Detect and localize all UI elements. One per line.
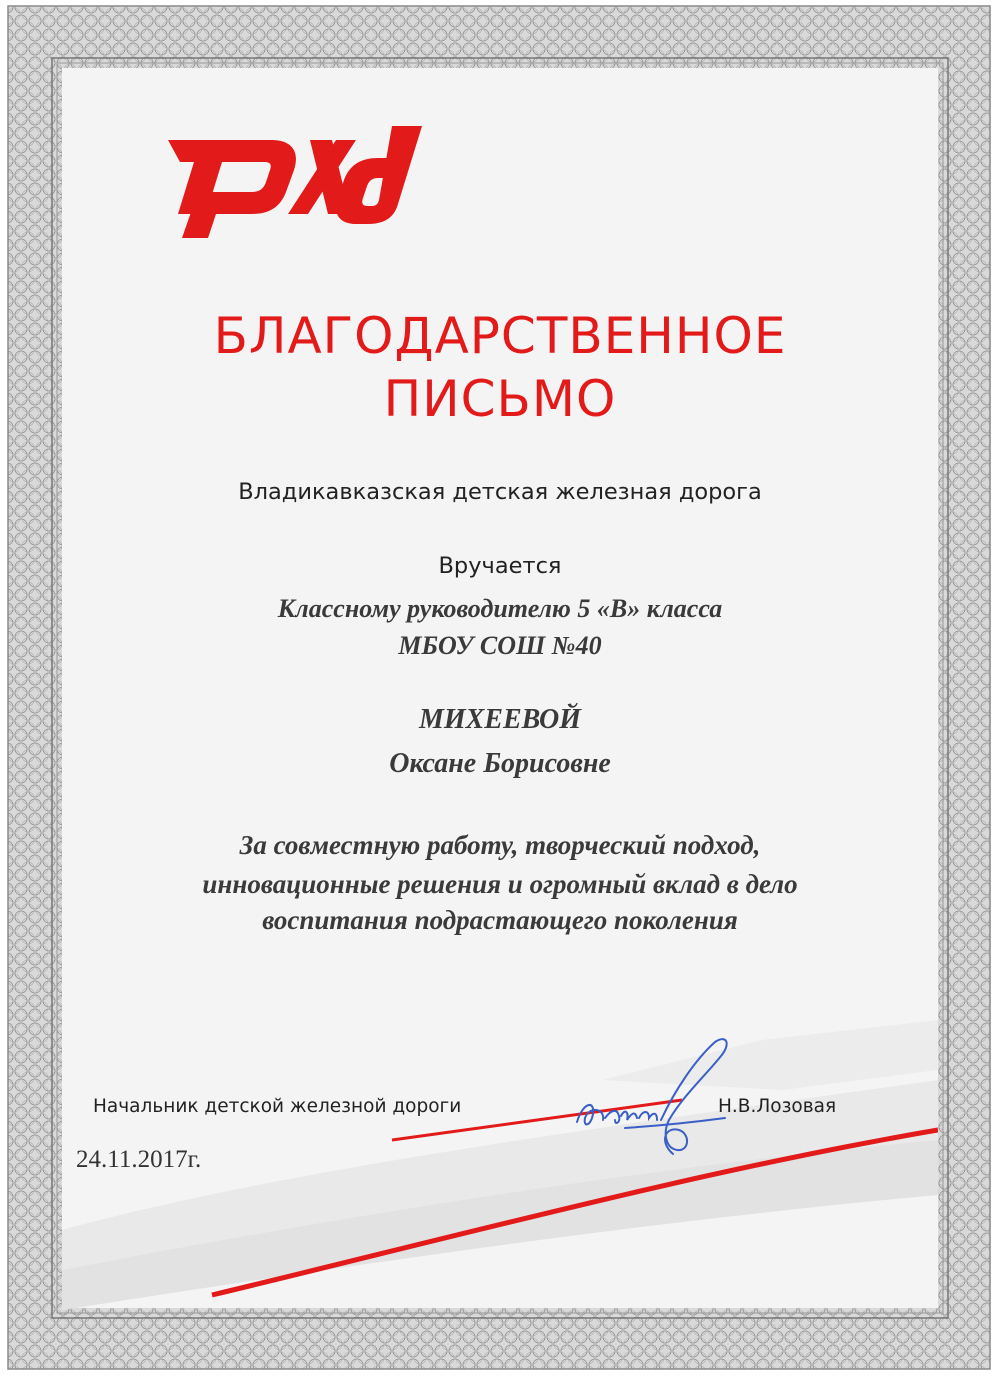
recipient-school: МБОУ СОШ №40 [398,631,602,660]
recipient-given-names: Оксане Борисовне [389,748,611,779]
title-line-2: ПИСЬМО [383,370,617,428]
awarded-label: Вручается [438,553,562,579]
signatory-name: Н.В.Лозовая [718,1096,837,1117]
reason-line-2: инновационные решения и огромный вклад в дело [202,869,798,899]
issue-date: 24.11.2017г. [76,1146,202,1173]
recipient-role: Классному руководителю 5 «В» класса [277,594,723,623]
reason-line-1: За совместную работу, творческий подход, [239,830,761,860]
recipient-surname: МИХЕЕВОЙ [418,704,582,735]
reason-line-3: воспитания подрастающего поколения [262,905,738,935]
title-line-1: БЛАГОДАРСТВЕННОЕ [213,307,787,365]
signatory-position: Начальник детской железной дороги [93,1096,462,1117]
handwritten-signature-icon [565,1030,735,1170]
organization-name: Владикавказская детская железная дорога [238,479,762,505]
rzd-logo-icon [160,118,435,238]
